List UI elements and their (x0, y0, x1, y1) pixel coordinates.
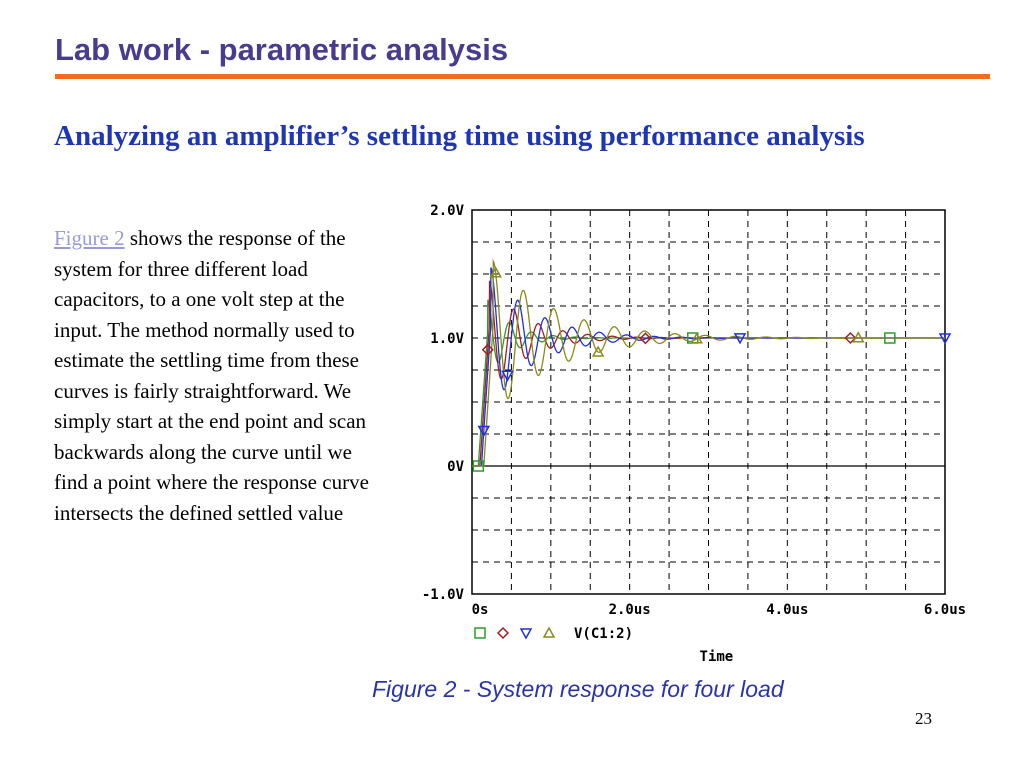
legend-marker-diamond (498, 628, 508, 638)
title-divider (55, 74, 990, 79)
legend-label: V(C1:2) (574, 626, 634, 642)
x-tick-label: 4.0us (766, 602, 809, 618)
chart-markers (473, 268, 950, 471)
body-paragraph (54, 223, 379, 528)
page-number: 23 (915, 709, 932, 728)
legend-marker-square (475, 628, 485, 638)
legend-marker-triangle-down (521, 629, 531, 638)
chart-legend (475, 626, 633, 642)
y-tick-label: 1.0V (430, 331, 464, 347)
slide-subtitle: Analyzing an amplifier’s settling time using performance analysis (54, 120, 865, 152)
x-tick-label: 2.0us (608, 602, 651, 618)
chart-grid (472, 210, 945, 594)
figure-2-link[interactable]: Figure 2 (54, 226, 125, 250)
figure-caption: Figure 2 - System response for four load (372, 676, 784, 702)
y-tick-label: -1.0V (421, 587, 464, 603)
x-axis-title: Time (699, 649, 734, 665)
series-line-diamond (472, 281, 945, 466)
body-text: shows the response of the system for three different load capacitors, to a one volt step at the input. The method normally used to estimate the settling time from these curves is fairly straightforward. We simply start at the end point and scan backwards along the curve until we find a point where the response curve intersects the defined settled value (54, 226, 369, 525)
slide-title: Lab work - parametric analysis (55, 32, 509, 67)
y-tick-label: 0V (447, 459, 464, 475)
settling-time-chart (400, 195, 967, 670)
legend-marker-triangle-up (544, 628, 554, 637)
x-tick-label: 6.0us (923, 602, 967, 618)
x-tick-label: 0s (471, 602, 489, 618)
y-tick-label: 2.0V (430, 203, 464, 219)
